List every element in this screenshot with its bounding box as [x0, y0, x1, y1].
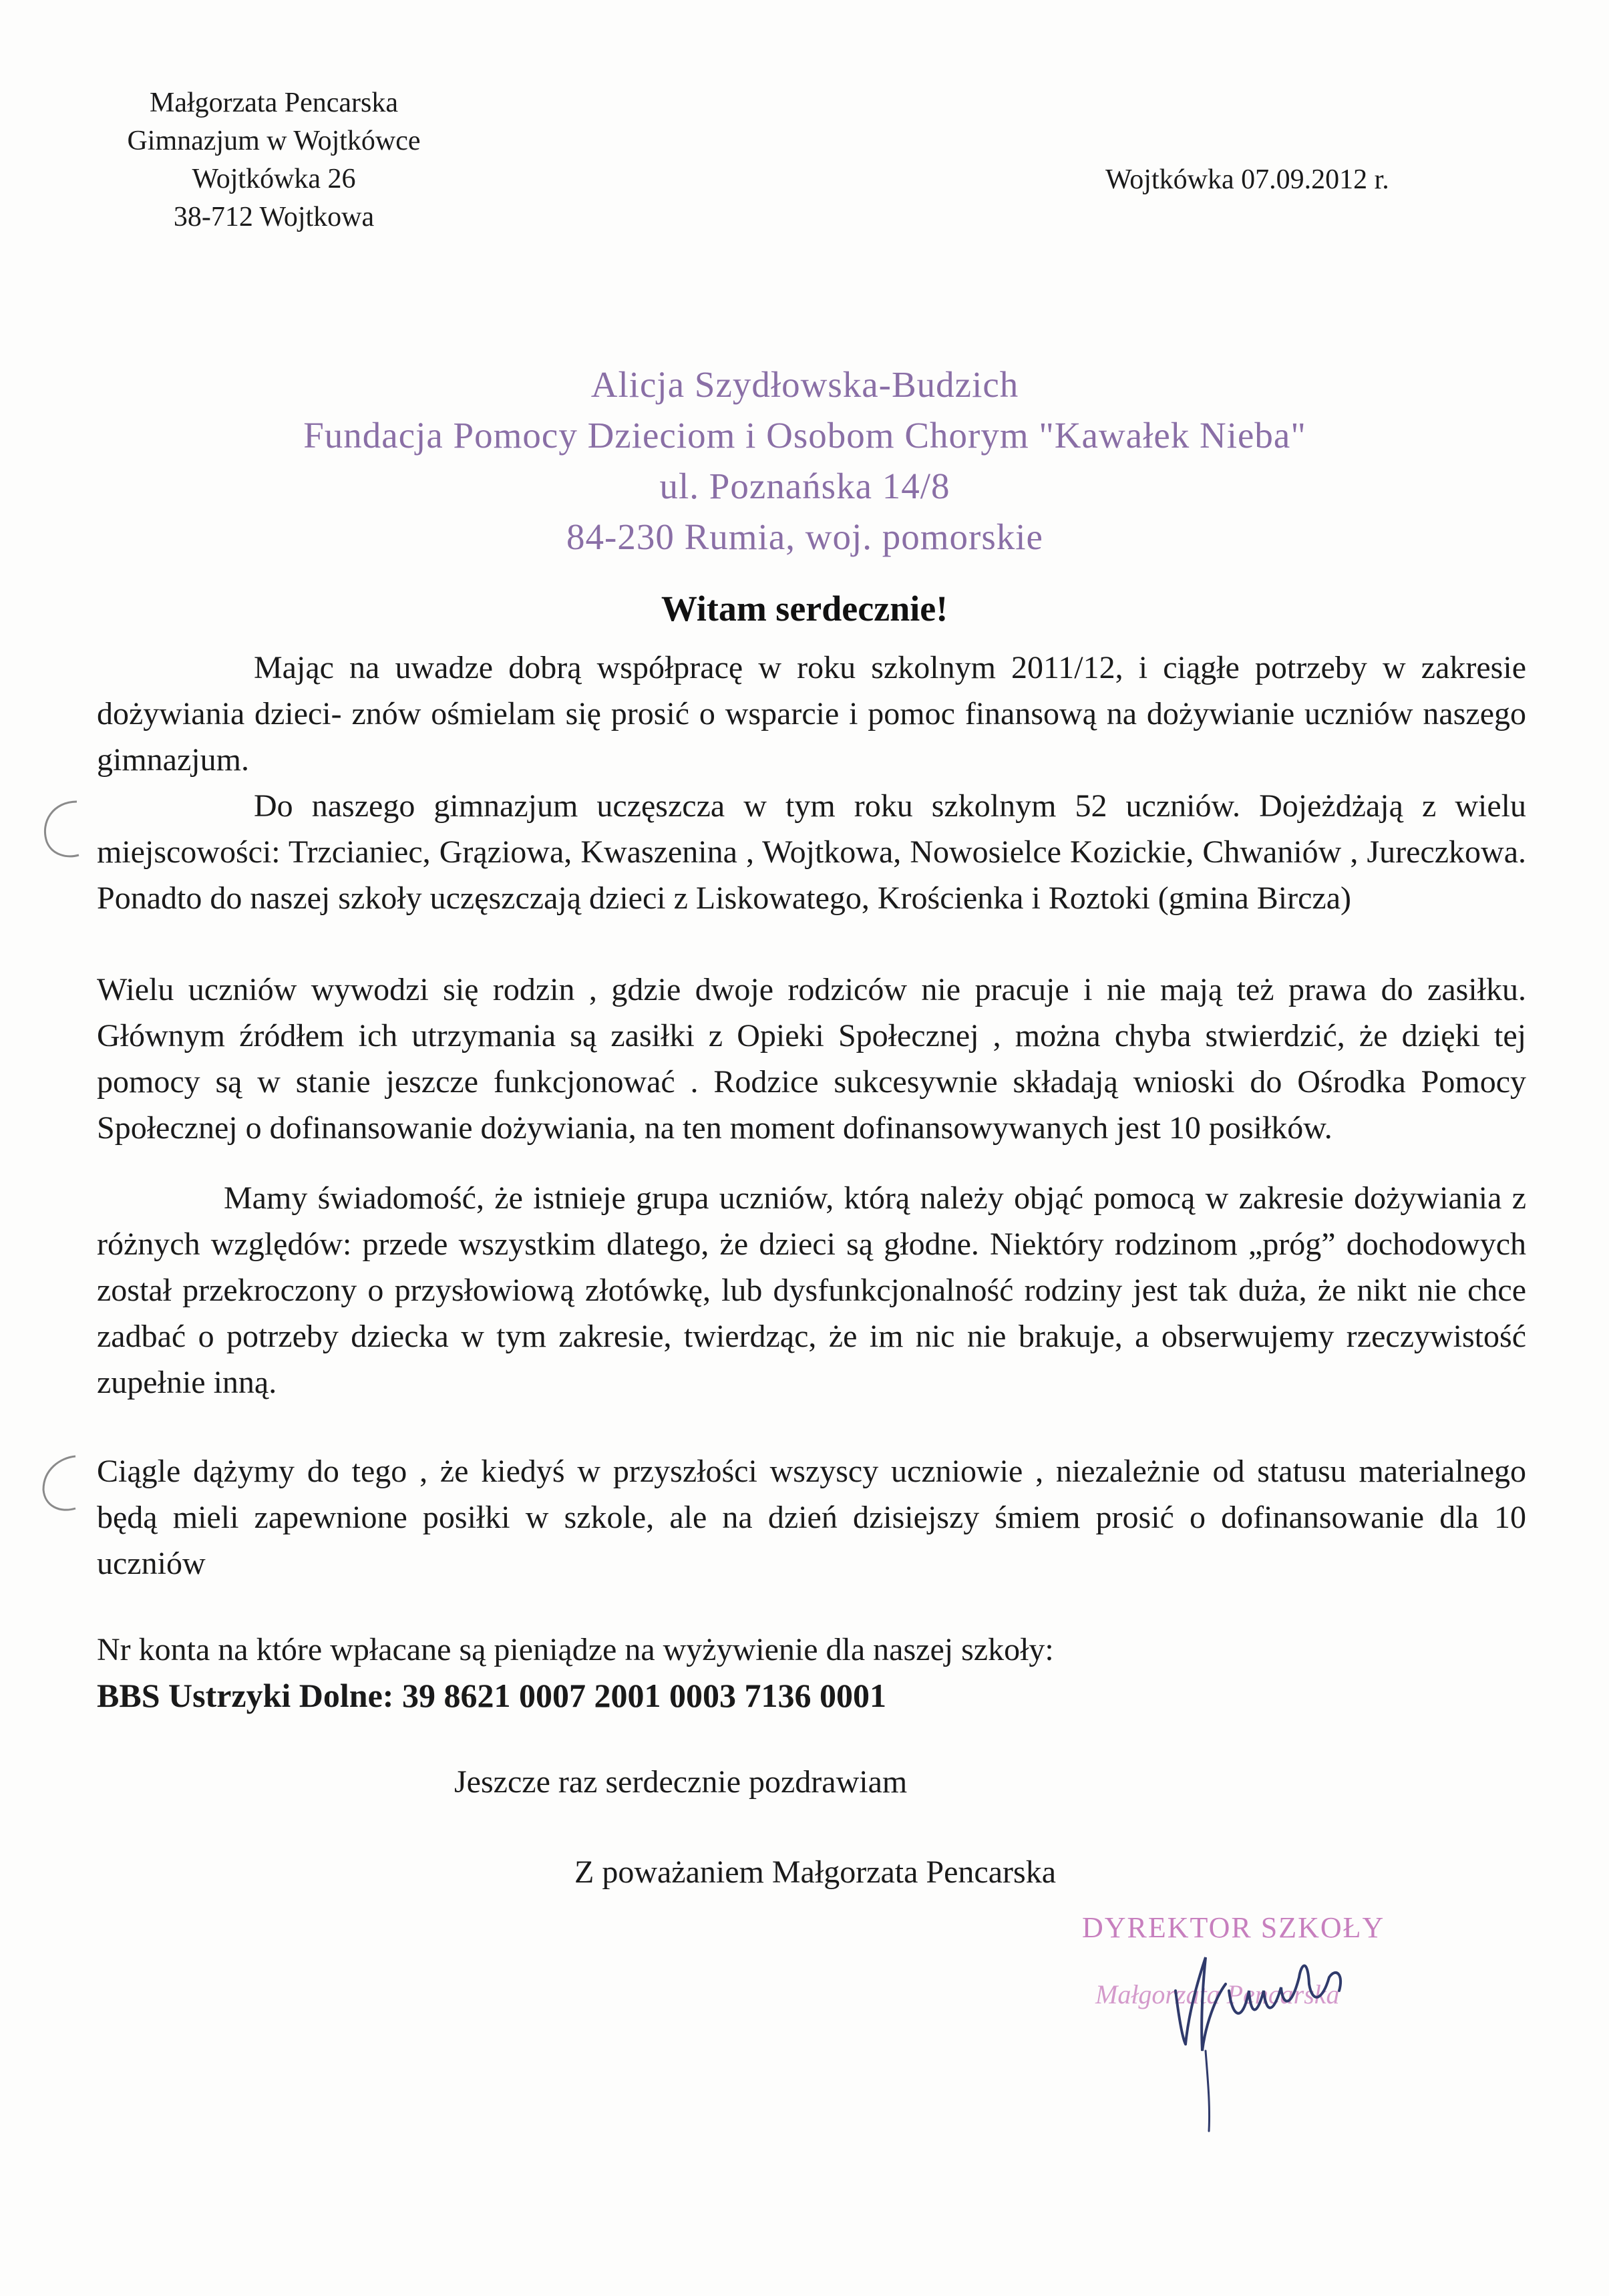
- regards-line: Jeszcze raz serdecznie pozdrawiam: [454, 1764, 908, 1800]
- recipient-name: Alicja Szydłowska-Budzich: [590, 364, 1019, 405]
- recipient-street: ul. Poznańska 14/8: [659, 466, 950, 506]
- sender-school: Gimnazjum w Wojtkówce: [127, 126, 421, 156]
- punch-hole-mark-top: [27, 788, 80, 868]
- sender-address: [67, 84, 481, 236]
- punch-hole-mark-bottom: [23, 1443, 77, 1523]
- sender-postal-city: 38-712 Wojtkowa: [173, 202, 375, 232]
- paragraph-cooperation: Mając na uwadze dobrą współpracę w roku szkolnym 2011/12, i ciągłe potrzeby w zakresie dożywiania dzieci- znów ośmielam się prosić o wsparcie i pomoc finansową na dożywianie uczniów naszego gimnazjum.: [97, 650, 1526, 778]
- bank-account: [97, 1627, 1054, 1719]
- paragraph-student-count: Do naszego gimnazjum uczęszcza w tym roku szkolnym 52 uczniów. Dojeżdżają z wielu miejscowości: Trzcianiec, Grąziowa, Kwaszenina , Wojtkowa, Nowosielce Kozickie, Chwaniów , Jureczkowa. Ponadto do naszej szkoły uczęszczają dzieci z Liskowatego, Krościenka i Roztoki (gmina Bircza): [97, 788, 1526, 916]
- paragraph-request: Ciągle dążymy do tego , że kiedyś w przyszłości wszyscy uczniowie , niezależnie od statusu materialnego będą mieli zapewnione posiłki w szkole, ale na dzień dzisiejszy śmiem prosić o dofinansowanie dla 10 uczniów: [97, 1454, 1526, 1581]
- stamp-name: Małgorzata Pencarska: [1095, 1979, 1340, 2009]
- recipient-postal-city: 84-230 Rumia, woj. pomorskie: [566, 516, 1043, 557]
- stamp-title: DYREKTOR SZKOŁY: [1082, 1911, 1385, 1944]
- account-number: BBS Ustrzyki Dolne: 39 8621 0007 2001 0003 7136 0001: [97, 1677, 886, 1714]
- paragraph-awareness: Mamy świadomość, że istnieje grupa uczniów, którą należy objąć pomocą w zakresie dożywiania z różnych względów: przede wszystkim dlatego, że dzieci są głodne. Niektóry rodzinom „próg” dochodowych został przekroczony o przysłowiową złotówkę, lub dysfunkcjonalność rodziny jest tak duża, że nikt nie chce zadbać o potrzeby dziecka w tym zakresie, twierdząc, że im nic nie brakuje, a obserwujemy rzeczywistość zupełnie inną.: [97, 1180, 1526, 1400]
- recipient-address: [100, 359, 1509, 562]
- greeting: Witam serdecznie!: [661, 589, 948, 629]
- letter-date: Wojtkówka 07.09.2012 r.: [1105, 164, 1389, 195]
- closing-line: Z poważaniem Małgorzata Pencarska: [574, 1854, 1057, 1890]
- recipient-organization: Fundacja Pomocy Dzieciom i Osobom Chorym "Kawałek Nieba": [303, 415, 1306, 456]
- sender-name: Małgorzata Pencarska: [150, 88, 398, 118]
- handwritten-signature: [1149, 1911, 1403, 2138]
- account-intro: Nr konta na które wpłacane są pieniądze na wyżywienie dla naszej szkoły:: [97, 1632, 1054, 1667]
- paragraph-families: Wielu uczniów wywodzi się rodzin , gdzie dwoje rodziców nie pracuje i nie mają też prawa do zasiłku. Głównym źródłem ich utrzymania są zasiłki z Opieki Społecznej , można chyba stwierdzić, że dzięki tej pomocy są w stanie jeszcze funkcjonować . Rodzice sukcesywnie składają wnioski do Ośrodka Pomocy Społecznej o dofinansowanie dożywiania, na ten moment dofinansowywanych jest 10 posiłków.: [97, 972, 1526, 1146]
- sender-street: Wojtkówka 26: [192, 164, 356, 194]
